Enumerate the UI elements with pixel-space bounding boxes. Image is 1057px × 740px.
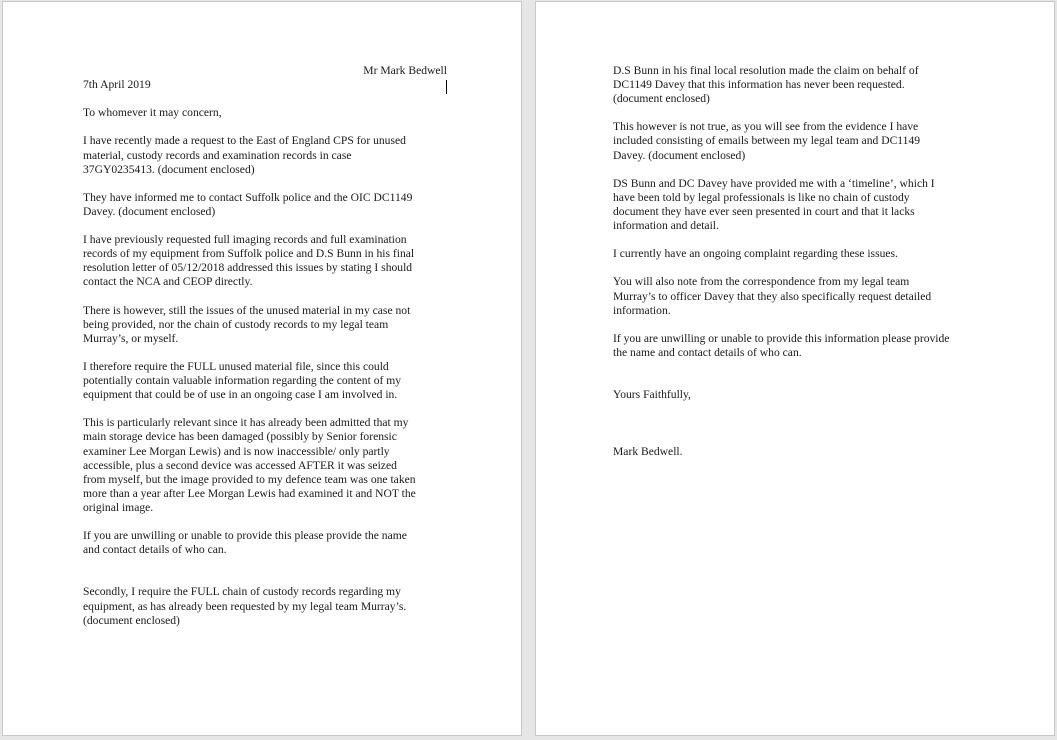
text-line: This is particularly relevant since it has already been admitted that my xyxy=(83,416,409,430)
paragraph-6 xyxy=(83,416,448,515)
text-line: (document enclosed) xyxy=(613,92,710,106)
letter-date: 7th April 2019 xyxy=(83,78,151,92)
text-line: If you are unwilling or unable to provide this please provide the name xyxy=(83,529,407,543)
paragraph-8 xyxy=(83,585,448,627)
signature-name: Mark Bedwell. xyxy=(613,444,683,458)
text-line: document they have ever seen presented in court and that it lacks xyxy=(613,204,915,218)
text-line: material, custody records and examination records in case xyxy=(83,148,352,162)
text-line: I have recently made a request to the East of England CPS for unused xyxy=(83,134,406,148)
text-line: (document enclosed) xyxy=(83,613,180,627)
text-line: I have previously requested full imaging records and full examination xyxy=(83,233,407,247)
text-line: records of my equipment from Suffolk police and D.S Bunn in his final xyxy=(83,247,415,261)
text-line: main storage device has been damaged (possibly by Senior forensic xyxy=(83,430,397,444)
text-line: They have informed me to contact Suffolk police and the OIC DC1149 xyxy=(83,190,413,204)
text-line: 37GY0235413. (document enclosed) xyxy=(83,162,255,176)
text-line: DC1149 Davey that this information has never been requested. xyxy=(613,78,905,92)
text-line: equipment, as has already been requested by my legal team Murray’s. xyxy=(83,599,407,613)
closing: Yours Faithfully, xyxy=(613,388,691,402)
text-line: There is however, still the issues of the unused material in my case not xyxy=(83,303,411,317)
text-line: Murray’s, or myself. xyxy=(83,331,179,345)
paragraph-11 xyxy=(613,177,981,233)
text-line: equipment that could be of use in an ongoing case I am involved in. xyxy=(83,388,398,402)
paragraph-7 xyxy=(83,529,448,557)
document-page-2[interactable] xyxy=(535,1,1055,736)
page-2-body[interactable] xyxy=(613,64,981,473)
text-line: D.S Bunn in his final local resolution made the claim on behalf of xyxy=(613,64,919,77)
text-line: This however is not true, as you will see from the evidence I have xyxy=(613,120,919,134)
text-line: potentially contain valuable information regarding the content of my xyxy=(83,374,402,388)
text-line: examiner Lee Morgan Lewis) and is now inaccessible/ only partly xyxy=(83,444,390,458)
text-line: and contact details of who can. xyxy=(83,543,227,557)
paragraph-2 xyxy=(83,191,448,219)
text-line: have been told by legal professionals is like no chain of custody xyxy=(613,190,910,204)
text-line: Davey. (document enclosed) xyxy=(83,204,216,218)
text-line: accessible, plus a second device was accessed AFTER it was seized xyxy=(83,458,397,472)
text-line: contact the NCA and CEOP directly. xyxy=(83,275,253,289)
text-line: If you are unwilling or unable to provide this information please provide xyxy=(613,331,950,345)
paragraph-13 xyxy=(613,275,981,317)
text-line: information and detail. xyxy=(613,219,719,233)
paragraph-3 xyxy=(83,233,448,289)
text-line: information. xyxy=(613,303,671,317)
text-line: I therefore require the FULL unused material file, since this could xyxy=(83,359,389,373)
text-line: Murray’s to officer Davey that they also specifically request detailed xyxy=(613,289,932,303)
paragraph-1 xyxy=(83,134,448,176)
text-line: the name and contact details of who can. xyxy=(613,345,802,359)
text-line: Secondly, I require the FULL chain of custody records regarding my xyxy=(83,585,401,599)
text-line: resolution letter of 05/12/2018 addressed this issues by stating I should xyxy=(83,261,413,275)
text-line: DS Bunn and DC Davey have provided me with a ‘timeline’, which I xyxy=(613,176,935,190)
text-cursor xyxy=(446,80,447,94)
paragraph-4 xyxy=(83,304,448,346)
text-line: being provided, nor the chain of custody records to my legal team xyxy=(83,317,389,331)
salutation: To whomever it may concern, xyxy=(83,106,222,120)
page-1-body[interactable] xyxy=(83,64,448,642)
text-line: Davey. (document enclosed) xyxy=(613,148,746,162)
paragraph-10 xyxy=(613,120,981,162)
paragraph-14 xyxy=(613,332,981,360)
paragraph-9 xyxy=(613,64,981,106)
text-line: more than a year after Lee Morgan Lewis had examined it and NOT the xyxy=(83,486,416,500)
text-line: included consisting of emails between my legal team and DC1149 xyxy=(613,134,921,148)
paragraph-12 xyxy=(613,247,981,261)
text-line: original image. xyxy=(83,500,154,514)
text-line: from myself, but the image provided to my defence team was one taken xyxy=(83,472,416,486)
text-line: I currently have an ongoing complaint regarding these issues. xyxy=(613,247,898,261)
text-line: You will also note from the correspondence from my legal team xyxy=(613,275,910,289)
sender-name: Mr Mark Bedwell xyxy=(363,64,447,77)
paragraph-5 xyxy=(83,360,448,402)
document-page-1[interactable] xyxy=(2,1,522,736)
